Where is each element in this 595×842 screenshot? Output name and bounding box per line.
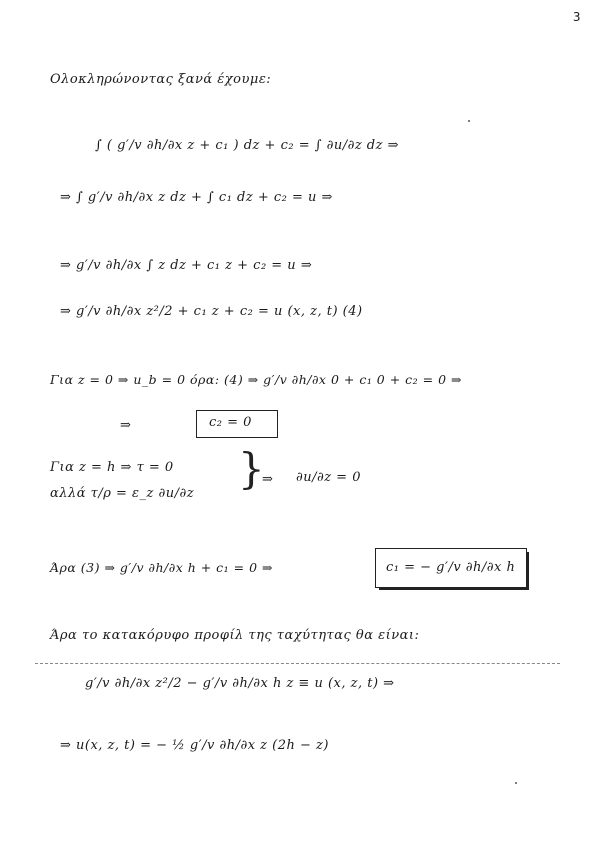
equation-3: ⇒ g′/v ∂h/∂x ∫ z dz + c₁ z + c₂ = u ⇒ (60, 258, 313, 273)
equation-1: ∫ ( g′/v ∂h/∂x z + c₁ ) dz + c₂ = ∫ ∂u/∂z dz ⇒ (95, 138, 399, 153)
speck (515, 782, 517, 784)
condition-1-arrow: ⇒ (120, 418, 132, 433)
equation-4: ⇒ g′/v ∂h/∂x z²/2 + c₁ z + c₂ = u (x, z, t) (4) (60, 304, 363, 319)
conclusion-1-text: Άρα (3) ⇒ g′/v ∂h/∂x h + c₁ = 0 ⇒ (50, 560, 274, 575)
c1-result: c₁ = − g′/v ∂h/∂x h (386, 560, 516, 575)
page-number: 3 (572, 10, 581, 24)
condition-2-result: ∂u/∂z = 0 (296, 470, 361, 485)
c2-result-box (196, 410, 278, 438)
right-brace-icon: } (238, 444, 265, 493)
divider (35, 663, 560, 664)
speck (468, 120, 470, 122)
final-equation-1: g′/v ∂h/∂x z²/2 − g′/v ∂h/∂x h z ≡ u (x, z, t) ⇒ (85, 676, 395, 691)
condition-2-implies: ⇒ (262, 472, 274, 487)
c1-result-box (375, 548, 527, 588)
condition-2-line-2: αλλά τ/ρ = ε_z ∂u/∂z (50, 486, 195, 501)
intro-text: Ολοκληρώνοντας ξανά έχουμε: (50, 72, 272, 87)
condition-1-text: Για z = 0 ⇒ u_b = 0 όρα: (4) ⇒ g′/v ∂h/∂x 0 + c₁ 0 + c₂ = 0 ⇒ (50, 372, 463, 387)
equation-2: ⇒ ∫ g′/v ∂h/∂x z dz + ∫ c₁ dz + c₂ = u ⇒ (60, 190, 333, 205)
c2-result: c₂ = 0 (209, 415, 252, 430)
conclusion-2-text: Άρα το κατακόρυφο προφίλ της ταχύτητας θα είναι: (50, 628, 420, 643)
condition-2-line-1: Για z = h ⇒ τ = 0 (50, 460, 174, 475)
final-equation-2: ⇒ u(x, z, t) = − ½ g′/v ∂h/∂x z (2h − z) (60, 738, 329, 753)
